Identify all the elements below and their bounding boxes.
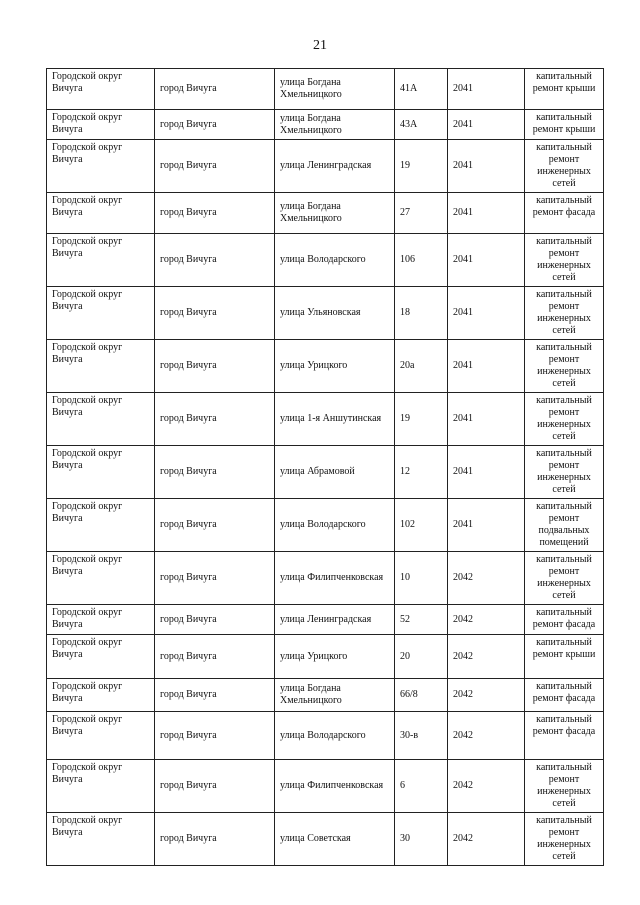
- table-row: [47, 234, 604, 287]
- planned-year-cell: 2041: [448, 234, 525, 287]
- municipal-district-cell: Городской округ Вичуга: [47, 679, 155, 712]
- work-type-cell: капитальный ремонт инженерных сетей: [525, 446, 604, 499]
- work-type-cell: капитальный ремонт инженерных сетей: [525, 287, 604, 340]
- planned-year-cell: 2041: [448, 287, 525, 340]
- street-cell: улица Советская: [275, 813, 395, 866]
- page-number: 21: [313, 38, 327, 53]
- municipal-district-cell: Городской округ Вичуга: [47, 605, 155, 635]
- work-type-cell: капитальный ремонт фасада: [525, 679, 604, 712]
- settlement-cell: город Вичуга: [155, 393, 275, 446]
- street-cell: улица Богдана Хмельницкого: [275, 110, 395, 140]
- house-number-cell: 41А: [395, 69, 448, 110]
- municipal-district-cell: Городской округ Вичуга: [47, 340, 155, 393]
- street-cell: улица 1-я Аншутинская: [275, 393, 395, 446]
- table-row: [47, 446, 604, 499]
- work-type-cell: капитальный ремонт инженерных сетей: [525, 552, 604, 605]
- municipal-district-cell: Городской округ Вичуга: [47, 140, 155, 193]
- settlement-cell: город Вичуга: [155, 446, 275, 499]
- work-type-cell: капитальный ремонт фасада: [525, 605, 604, 635]
- table-row: [47, 760, 604, 813]
- settlement-cell: город Вичуга: [155, 193, 275, 234]
- settlement-cell: город Вичуга: [155, 760, 275, 813]
- work-type-cell: капитальный ремонт инженерных сетей: [525, 140, 604, 193]
- planned-year-cell: 2041: [448, 140, 525, 193]
- settlement-cell: город Вичуга: [155, 340, 275, 393]
- house-number-cell: 43А: [395, 110, 448, 140]
- planned-year-cell: 2041: [448, 499, 525, 552]
- house-number-cell: 12: [395, 446, 448, 499]
- table-row: [47, 193, 604, 234]
- planned-year-cell: 2042: [448, 635, 525, 679]
- table-row: [47, 110, 604, 140]
- street-cell: улица Богдана Хмельницкого: [275, 193, 395, 234]
- planned-year-cell: 2042: [448, 605, 525, 635]
- settlement-cell: город Вичуга: [155, 679, 275, 712]
- street-cell: улица Богдана Хмельницкого: [275, 69, 395, 110]
- street-cell: улица Богдана Хмельницкого: [275, 679, 395, 712]
- house-number-cell: 20а: [395, 340, 448, 393]
- table-row: [47, 552, 604, 605]
- municipal-district-cell: Городской округ Вичуга: [47, 287, 155, 340]
- settlement-cell: город Вичуга: [155, 635, 275, 679]
- settlement-cell: город Вичуга: [155, 287, 275, 340]
- municipal-district-cell: Городской округ Вичуга: [47, 760, 155, 813]
- planned-year-cell: 2041: [448, 446, 525, 499]
- work-type-cell: капитальный ремонт инженерных сетей: [525, 760, 604, 813]
- house-number-cell: 30-в: [395, 712, 448, 760]
- house-number-cell: 20: [395, 635, 448, 679]
- work-type-cell: капитальный ремонт инженерных сетей: [525, 234, 604, 287]
- house-number-cell: 19: [395, 140, 448, 193]
- work-type-cell: капитальный ремонт крыши: [525, 635, 604, 679]
- municipal-district-cell: Городской округ Вичуга: [47, 446, 155, 499]
- work-type-cell: капитальный ремонт подвальных помещений: [525, 499, 604, 552]
- municipal-district-cell: Городской округ Вичуга: [47, 499, 155, 552]
- street-cell: улица Ульяновская: [275, 287, 395, 340]
- municipal-district-cell: Городской округ Вичуга: [47, 234, 155, 287]
- table-row: [47, 679, 604, 712]
- street-cell: улица Урицкого: [275, 340, 395, 393]
- table-row: [47, 340, 604, 393]
- work-type-cell: капитальный ремонт крыши: [525, 69, 604, 110]
- planned-year-cell: 2042: [448, 760, 525, 813]
- work-type-cell: капитальный ремонт инженерных сетей: [525, 340, 604, 393]
- work-type-cell: капитальный ремонт инженерных сетей: [525, 393, 604, 446]
- house-number-cell: 106: [395, 234, 448, 287]
- municipal-district-cell: Городской округ Вичуга: [47, 393, 155, 446]
- table-row: [47, 140, 604, 193]
- house-number-cell: 66/8: [395, 679, 448, 712]
- street-cell: улица Ленинградская: [275, 605, 395, 635]
- work-type-cell: капитальный ремонт инженерных сетей: [525, 813, 604, 866]
- work-type-cell: капитальный ремонт фасада: [525, 712, 604, 760]
- table-row: [47, 287, 604, 340]
- planned-year-cell: 2042: [448, 712, 525, 760]
- table-row: [47, 635, 604, 679]
- municipal-district-cell: Городской округ Вичуга: [47, 712, 155, 760]
- planned-year-cell: 2042: [448, 552, 525, 605]
- street-cell: улица Ленинградская: [275, 140, 395, 193]
- street-cell: улица Филипченковская: [275, 552, 395, 605]
- settlement-cell: город Вичуга: [155, 813, 275, 866]
- settlement-cell: город Вичуга: [155, 605, 275, 635]
- municipal-district-cell: Городской округ Вичуга: [47, 813, 155, 866]
- house-number-cell: 6: [395, 760, 448, 813]
- planned-year-cell: 2042: [448, 813, 525, 866]
- table-row: [47, 712, 604, 760]
- street-cell: улица Филипченковская: [275, 760, 395, 813]
- table-row: [47, 69, 604, 110]
- house-number-cell: 102: [395, 499, 448, 552]
- planned-year-cell: 2041: [448, 340, 525, 393]
- settlement-cell: город Вичуга: [155, 69, 275, 110]
- house-number-cell: 19: [395, 393, 448, 446]
- table-row: [47, 813, 604, 866]
- settlement-cell: город Вичуга: [155, 712, 275, 760]
- house-number-cell: 10: [395, 552, 448, 605]
- work-type-cell: капитальный ремонт крыши: [525, 110, 604, 140]
- municipal-district-cell: Городской округ Вичуга: [47, 110, 155, 140]
- settlement-cell: город Вичуга: [155, 552, 275, 605]
- settlement-cell: город Вичуга: [155, 499, 275, 552]
- street-cell: улица Володарского: [275, 499, 395, 552]
- street-cell: улица Володарского: [275, 712, 395, 760]
- table-row: [47, 499, 604, 552]
- table-row: [47, 393, 604, 446]
- house-number-cell: 52: [395, 605, 448, 635]
- settlement-cell: город Вичуга: [155, 110, 275, 140]
- house-number-cell: 27: [395, 193, 448, 234]
- table-body: [47, 69, 604, 866]
- street-cell: улица Урицкого: [275, 635, 395, 679]
- street-cell: улица Володарского: [275, 234, 395, 287]
- municipal-district-cell: Городской округ Вичуга: [47, 635, 155, 679]
- settlement-cell: город Вичуга: [155, 140, 275, 193]
- settlement-cell: город Вичуга: [155, 234, 275, 287]
- planned-year-cell: 2041: [448, 110, 525, 140]
- house-number-cell: 18: [395, 287, 448, 340]
- planned-year-cell: 2041: [448, 193, 525, 234]
- street-cell: улица Абрамовой: [275, 446, 395, 499]
- municipal-district-cell: Городской округ Вичуга: [47, 552, 155, 605]
- house-number-cell: 30: [395, 813, 448, 866]
- repair-schedule-table: [46, 68, 604, 866]
- work-type-cell: капитальный ремонт фасада: [525, 193, 604, 234]
- municipal-district-cell: Городской округ Вичуга: [47, 69, 155, 110]
- planned-year-cell: 2041: [448, 393, 525, 446]
- planned-year-cell: 2041: [448, 69, 525, 110]
- planned-year-cell: 2042: [448, 679, 525, 712]
- table-row: [47, 605, 604, 635]
- municipal-district-cell: Городской округ Вичуга: [47, 193, 155, 234]
